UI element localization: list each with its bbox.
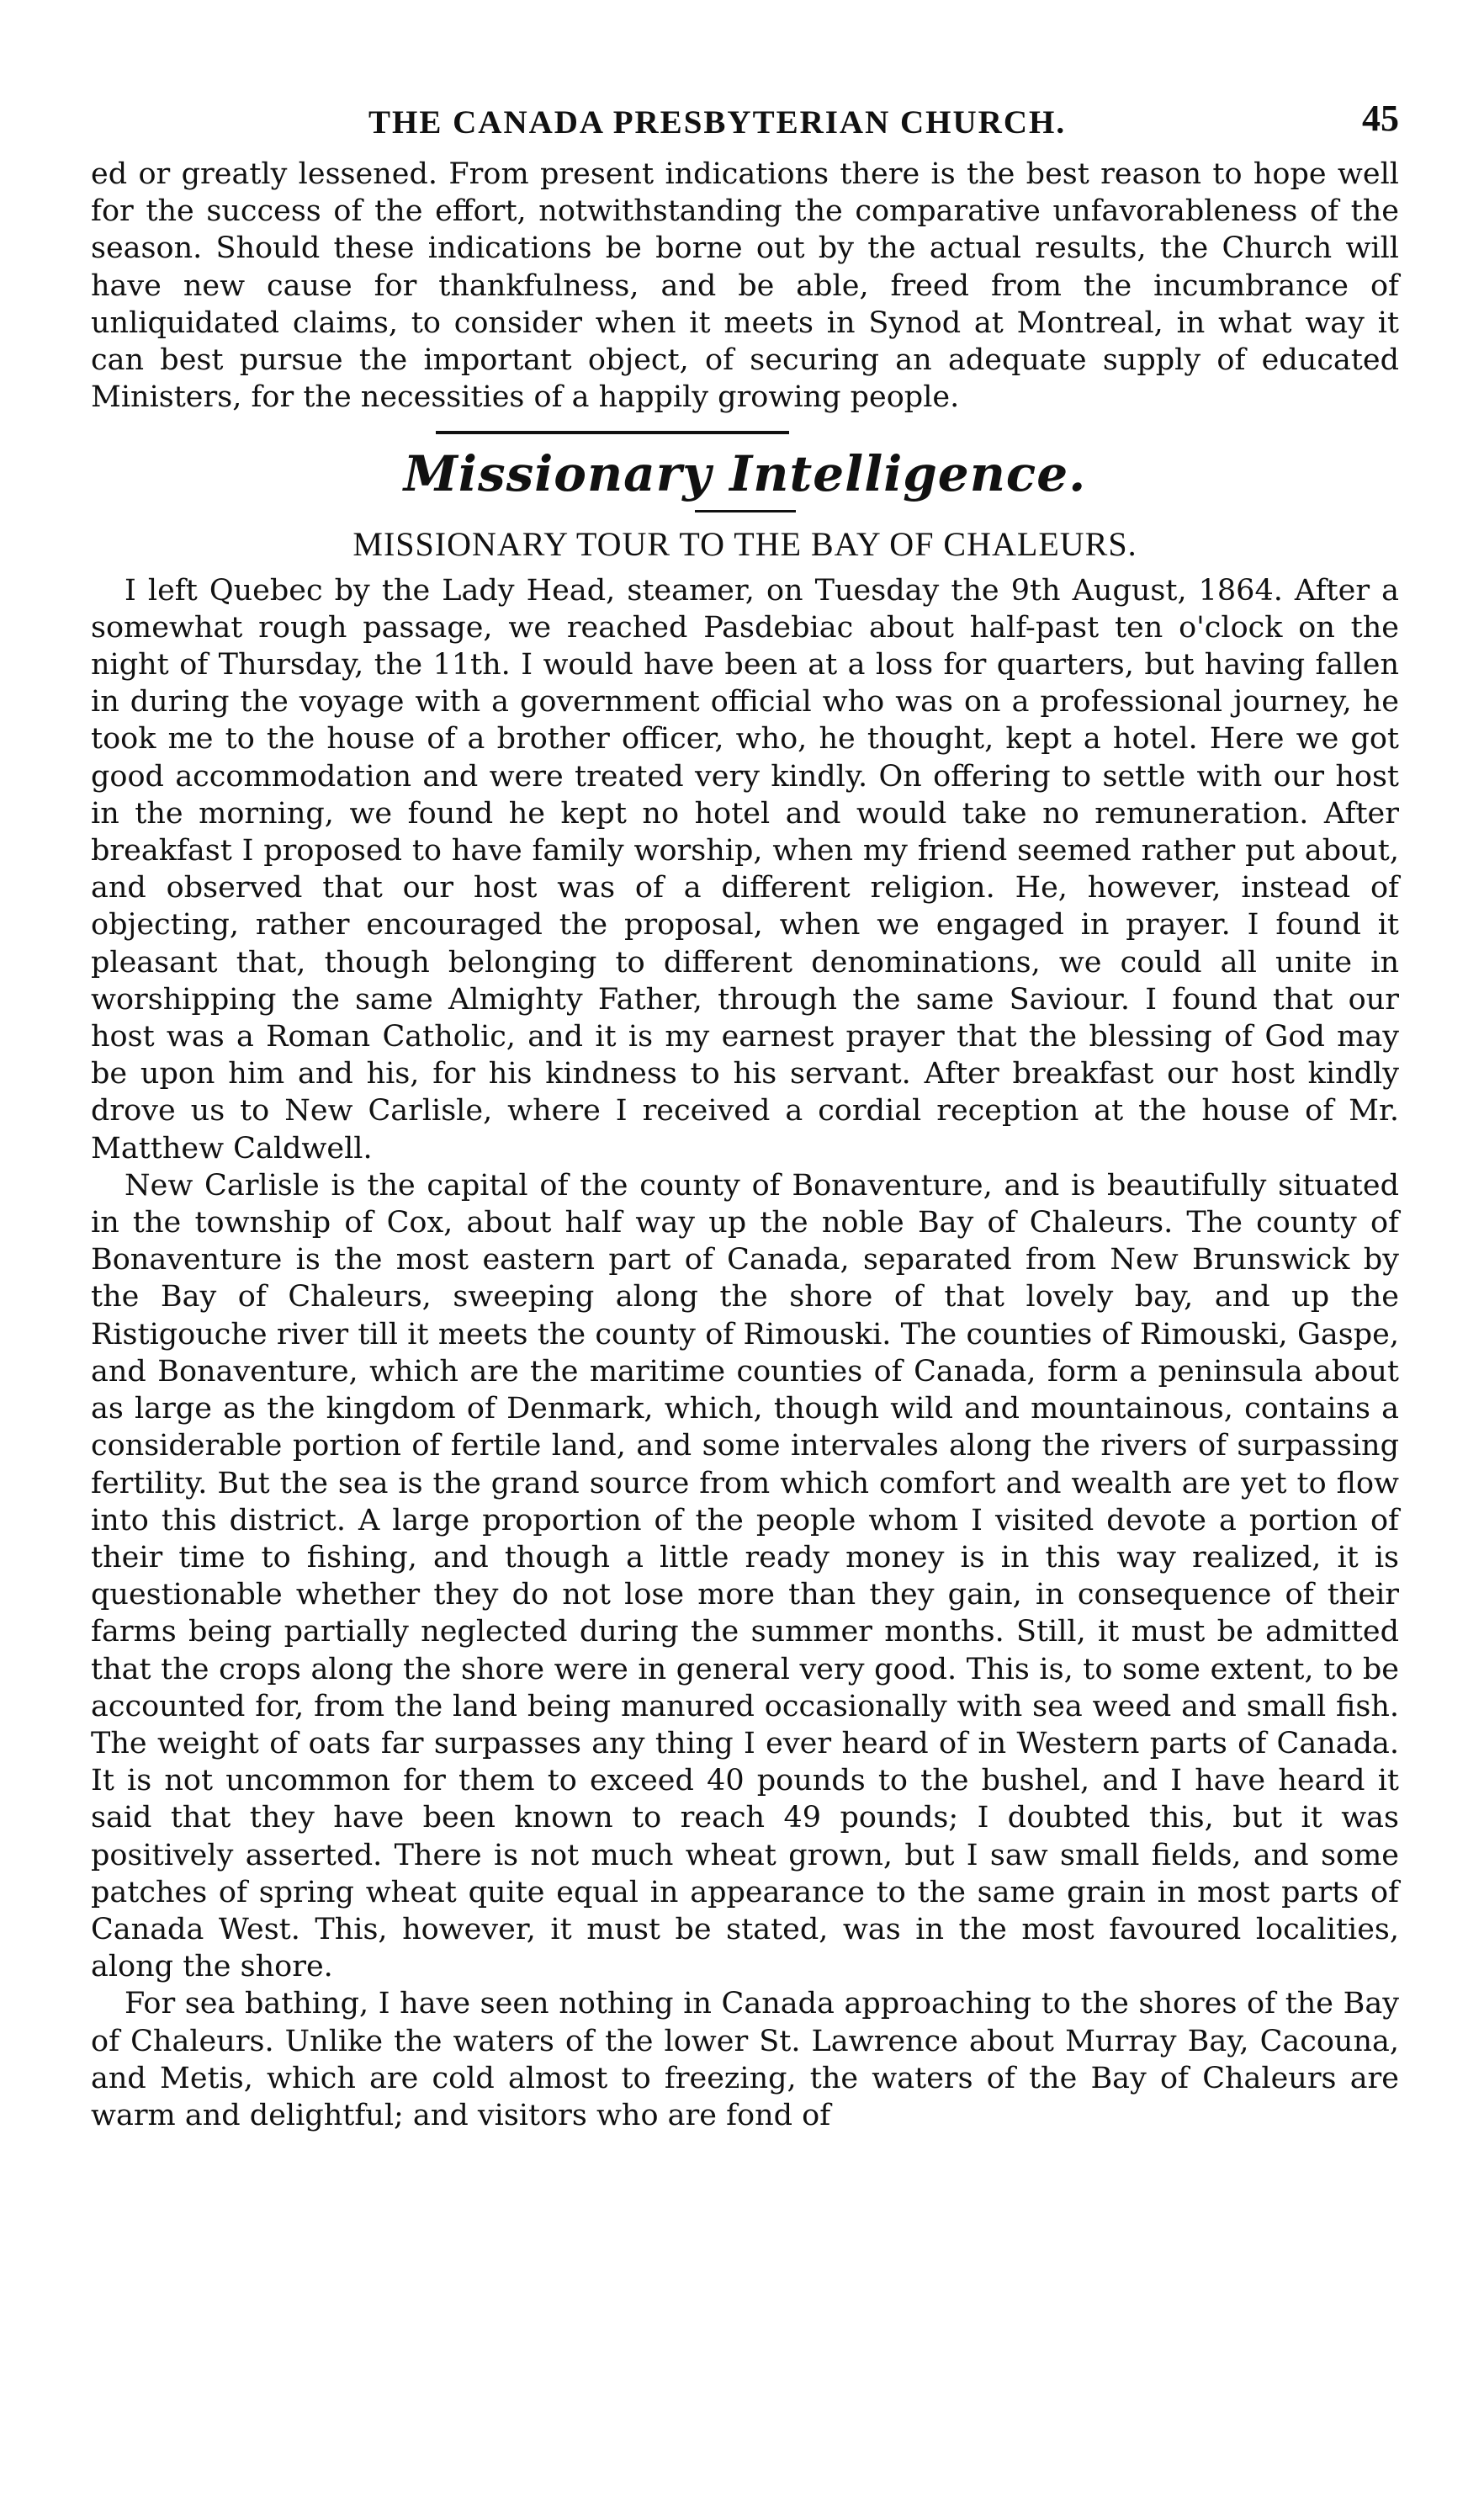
intro-paragraph: ed or greatly lessened. From present indications there is the best reason to hope well for the success of the effort, notwithstanding the comparative unfavorableness of the season. Should these indications be borne out by the actual results, the Church will have new cause for thankfulness, and be able, freed from the incumbrance of unliquidated claims, to consider when it meets in Synod at Montreal, in what way it can best pursue the important object, of securing an adequate supply of educated Ministers, for the necessities of a happily growing people. <box>91 157 1399 415</box>
body-text <box>91 156 1399 2134</box>
page-number: 45 <box>1362 98 1399 139</box>
paragraph: For sea bathing, I have seen nothing in Canada approaching to the shores of the Bay of Chaleurs. Unlike the waters of the lower St. Lawrence about Murray Bay, Cacouna, and Metis, which are cold almost to freezing, the waters of the Bay of Chaleurs are warm and delightful; and visitors who are fond of <box>91 1987 1399 2132</box>
rule-line <box>436 431 789 434</box>
section-heading: Missionary Intelligence. <box>403 445 1087 503</box>
paragraph: I left Quebec by the Lady Head, steamer, on Tuesday the 9th August, 1864. After a somewhat rough passage, we reached Pasdebiac about half-past ten o'clock on the night of Thursday, the 11th. I would have been at a loss for quarters, but having fallen in during the voyage with a government official who was on a professional journey, he took me to the house of a brother officer, who, he thought, kept a hotel. Here we got good accommodation and were treated very kindly. On offering to settle with our host in the morning, we found he kept no hotel and would take no remuneration. After breakfast I proposed to have family worship, when my friend seemed rather put about, and observed that our host was of a different religion. He, however, instead of objecting, rather encouraged the proposal, when we engaged in prayer. I found it pleasant that, though belonging to different denominations, we could all unite in worshipping the same Almighty Father, through the same Saviour. I found that our host was a Roman Catholic, and it is my earnest prayer that the blessing of God may be upon him and his, for his kindness to his servant. After breakfast our host kindly drove us to New Carlisle, where I received a cordial reception at the house of Mr. Matthew Caldwell. <box>91 573 1399 1166</box>
running-title: THE CANADA PRESBYTERIAN CHURCH. <box>368 104 1067 141</box>
short-rule <box>695 510 796 512</box>
article-title: MISSIONARY TOUR TO THE BAY OF CHALEURS. <box>352 525 1137 564</box>
paragraph: New Carlisle is the capital of the county of Bonaventure, and is beautifully situated in the township of Cox, about half way up the noble Bay of Chaleurs. The county of Bonaventure is the most eastern part of Canada, separated from New Brunswick by the Bay of Chaleurs, sweeping along the shore of that lovely bay, and up the Ristigouche river till it meets the county of Rimouski. The counties of Rimouski, Gaspe, and Bonaventure, which are the maritime counties of Canada, form a peninsula about as large as the kingdom of Denmark, which, though wild and mountainous, contains a considerable portion of fertile land, and some intervales along the rivers of surpassing fertility. But the sea is the grand source from which comfort and wealth are yet to flow into this district. A large proportion of the people whom I visited devote a portion of their time to fishing, and though a little ready money is in this way realized, it is questionable whether they do not lose more than they gain, in consequence of their farms being partially neglected during the summer months. Still, it must be admitted that the crops along the shore were in general very good. This is, to some extent, to be accounted for, from the land being manured occasionally with sea weed and small fish. The weight of oats far surpasses any thing I ever heard of in Western parts of Canada. It is not uncommon for them to exceed 40 pounds to the bushel, and I have heard it said that they have been known to reach 49 pounds; I doubted this, but it was positively asserted. There is not much wheat grown, but I saw small fields, and some patches of spring wheat quite equal in appearance to the same grain in most parts of Canada West. This, however, it must be stated, was in the most favoured localities, along the shore. <box>91 1168 1399 1984</box>
decorative-rule <box>91 416 1399 444</box>
page <box>91 97 1399 2134</box>
running-head <box>91 97 1399 156</box>
